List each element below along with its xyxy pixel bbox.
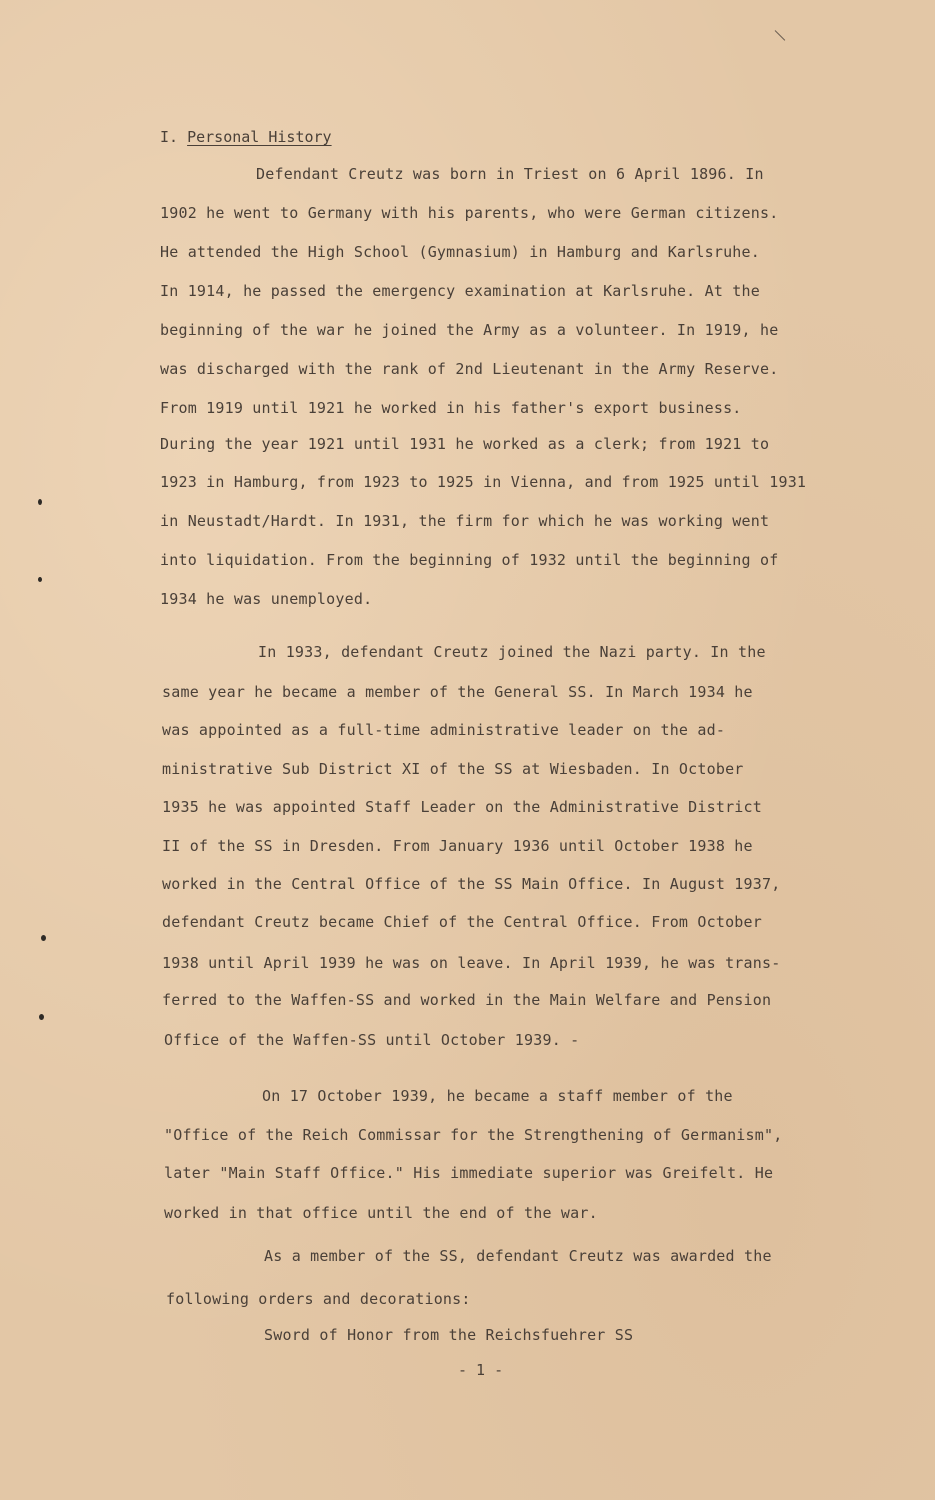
- text-line: As a member of the SS, defendant Creutz was awarded the: [264, 1247, 772, 1265]
- text-line: same year he became a member of the General SS. In March 1934 he: [162, 683, 753, 701]
- text-line: ministrative Sub District XI of the SS at Wiesbaden. In October: [162, 760, 744, 778]
- text-line: On 17 October 1939, he became a staff member of the: [262, 1087, 733, 1105]
- text-line: into liquidation. From the beginning of 1932 until the beginning of: [160, 551, 779, 569]
- text-line: 1935 he was appointed Staff Leader on the Administrative District: [162, 798, 762, 816]
- margin-speck: [38, 499, 42, 505]
- text-line: "Office of the Reich Commissar for the Strengthening of Germanism",: [164, 1126, 783, 1144]
- text-line: Office of the Waffen-SS until October 1939. -: [164, 1031, 580, 1049]
- text-line: worked in the Central Office of the SS Main Office. In August 1937,: [162, 875, 781, 893]
- text-line: defendant Creutz became Chief of the Central Office. From October: [162, 913, 762, 931]
- margin-speck: [38, 577, 42, 582]
- text-line: 1923 in Hamburg, from 1923 to 1925 in Vienna, and from 1925 until 1931: [160, 473, 807, 491]
- text-line: In 1933, defendant Creutz joined the Nazi party. In the: [258, 643, 766, 661]
- text-line: was discharged with the rank of 2nd Lieutenant in the Army Reserve.: [160, 360, 779, 378]
- text-line: In 1914, he passed the emergency examination at Karlsruhe. At the: [160, 282, 760, 300]
- text-line: From 1919 until 1921 he worked in his father's export business.: [160, 399, 742, 417]
- text-line: II of the SS in Dresden. From January 1936 until October 1938 he: [162, 837, 753, 855]
- margin-speck: [39, 1014, 44, 1020]
- section-title: Personal History: [187, 128, 332, 146]
- text-line: He attended the High School (Gymnasium) in Hamburg and Karlsruhe.: [160, 243, 760, 261]
- text-line: 1938 until April 1939 he was on leave. In April 1939, he was trans-: [162, 954, 781, 972]
- text-line: ferred to the Waffen-SS and worked in the Main Welfare and Pension: [162, 991, 772, 1009]
- text-line: Sword of Honor from the Reichsfuehrer SS: [264, 1326, 634, 1344]
- text-line: 1934 he was unemployed.: [160, 590, 373, 608]
- paper-scratch: [775, 30, 786, 41]
- text-line: in Neustadt/Hardt. In 1931, the firm for which he was working went: [160, 512, 770, 530]
- text-line: 1902 he went to Germany with his parents, who were German citizens.: [160, 204, 779, 222]
- text-line: later "Main Staff Office." His immediate superior was Greifelt. He: [164, 1164, 774, 1182]
- margin-speck: [41, 935, 46, 941]
- text-line: During the year 1921 until 1931 he worked as a clerk; from 1921 to: [160, 435, 770, 453]
- section-number: I.: [160, 128, 179, 146]
- page-number: - 1 -: [458, 1361, 504, 1379]
- text-line: following orders and decorations:: [166, 1290, 471, 1308]
- text-line: beginning of the war he joined the Army as a volunteer. In 1919, he: [160, 321, 779, 339]
- text-line: worked in that office until the end of the war.: [164, 1204, 598, 1222]
- text-line: Defendant Creutz was born in Triest on 6 April 1896. In: [256, 165, 764, 183]
- section-heading: [160, 127, 332, 147]
- text-line: was appointed as a full-time administrative leader on the ad-: [162, 721, 726, 739]
